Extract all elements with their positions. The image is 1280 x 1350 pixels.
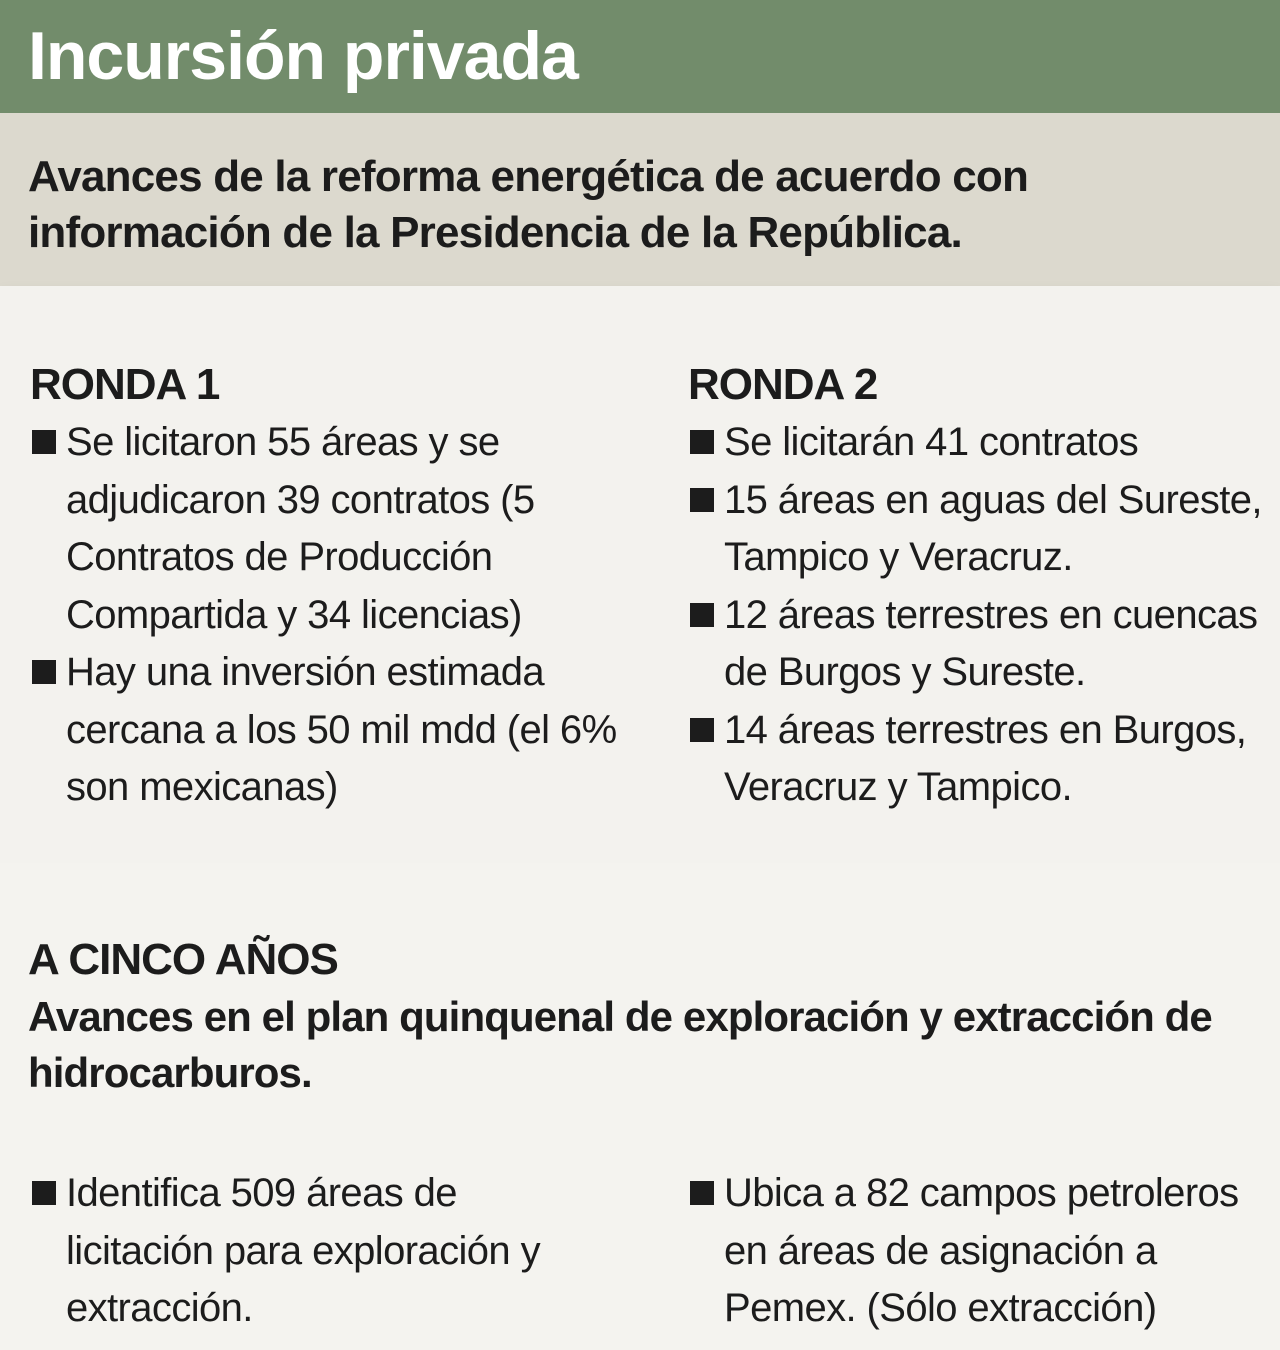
- quinquenal-left-column: [30, 1165, 590, 1338]
- ronda2-list: [688, 414, 1263, 817]
- quinquenal-left-list: [30, 1165, 590, 1338]
- list-item: Se licitarán 41 contratos: [688, 414, 1263, 472]
- quinquenal-right-column: [688, 1165, 1263, 1338]
- ronda1-heading: RONDA 1: [30, 360, 220, 409]
- list-item: 14 áreas terrestres en Burgos, Veracruz y Tampico.: [688, 702, 1263, 817]
- quinquenal-section: [0, 863, 1280, 1350]
- ronda2-column: [688, 356, 1263, 817]
- list-item: Hay una inversión estimada cercana a los 50 mil mdd (el 6% son mexicanas): [30, 644, 630, 817]
- list-item: Se licitaron 55 áreas y se adjudicaron 39 contratos (5 Contratos de Producción Compartida y 34 licencias): [30, 414, 630, 644]
- header-band: [0, 0, 1280, 113]
- quinquenal-description: Avances en el plan quinquenal de exploración y extracción de hidrocarburos.: [28, 993, 1212, 1096]
- subtitle: Avances de la reforma energética de acuerdo con información de la Presidencia de la República.: [28, 152, 1029, 257]
- ronda1-list: [30, 414, 630, 817]
- quinquenal-kicker: A CINCO AÑOS: [28, 935, 338, 984]
- rondas-section: [0, 286, 1280, 863]
- subtitle-band: [0, 113, 1280, 286]
- ronda2-heading: RONDA 2: [688, 360, 878, 409]
- list-item: Identifica 509 áreas de licitación para exploración y extracción.: [30, 1165, 590, 1338]
- list-item: Ubica a 82 campos petroleros en áreas de asignación a Pemex. (Sólo extracción): [688, 1165, 1263, 1338]
- page-title: Incursión privada: [28, 18, 578, 94]
- list-item: 12 áreas terrestres en cuencas de Burgos y Sureste.: [688, 587, 1263, 702]
- ronda1-column: [30, 356, 630, 817]
- quinquenal-right-list: [688, 1165, 1263, 1338]
- quinquenal-heading: [28, 931, 1268, 1101]
- list-item: 15 áreas en aguas del Sureste, Tampico y Veracruz.: [688, 472, 1263, 587]
